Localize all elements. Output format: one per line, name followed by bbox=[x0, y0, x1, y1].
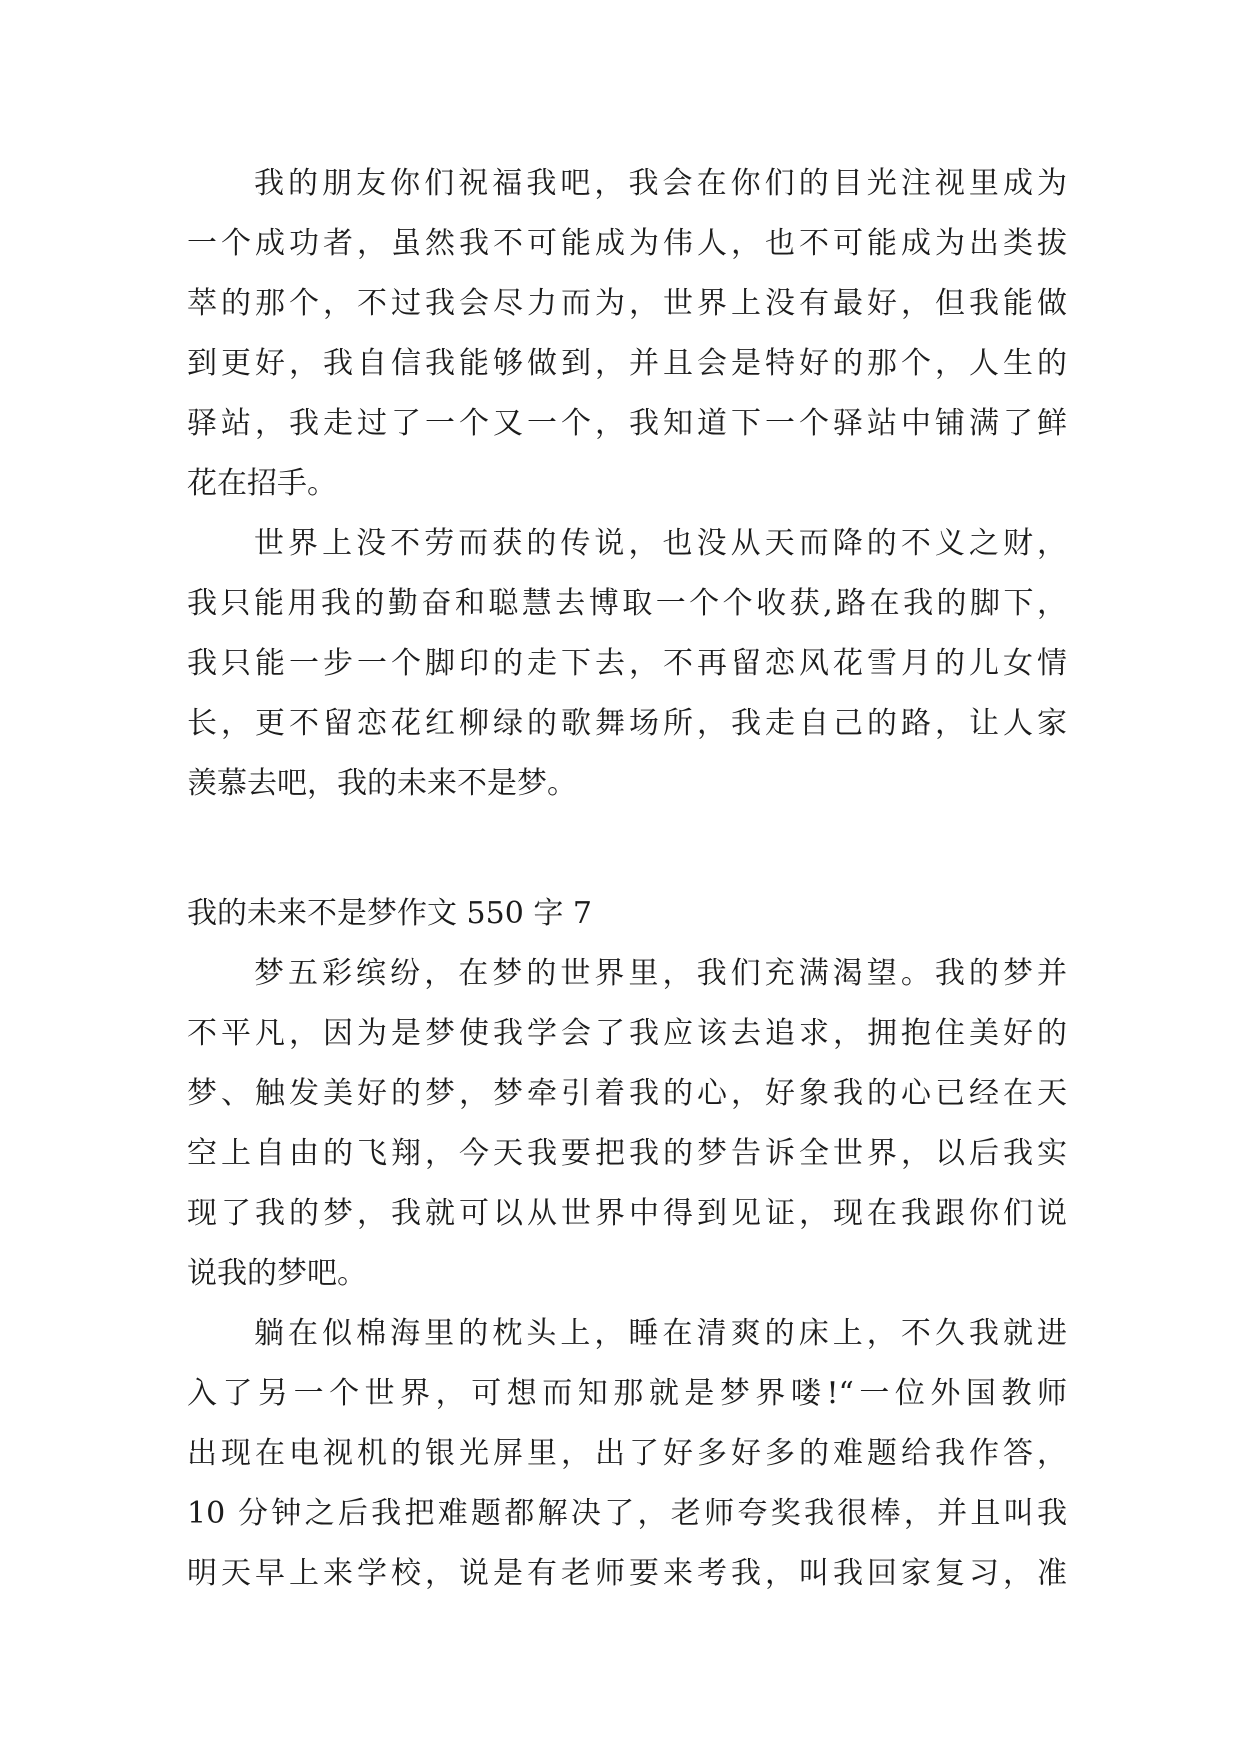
paragraph-3-line-4: 空上自由的飞翔，今天我要把我的梦告诉全世界，以后我实 bbox=[187, 1136, 1067, 1171]
paragraph-4-line-1: 躺在似棉海里的枕头上，睡在清爽的床上，不久我就进 bbox=[254, 1316, 1067, 1351]
paragraph-2-line-5: 羡慕去吧，我的未来不是梦。 bbox=[187, 766, 577, 801]
paragraph-3-line-5: 现了我的梦，我就可以从世界中得到见证，现在我跟你们说 bbox=[187, 1196, 1067, 1231]
paragraph-2-line-1: 世界上没不劳而获的传说，也没从天而降的不义之财， bbox=[254, 526, 1067, 561]
paragraph-3-line-1: 梦五彩缤纷，在梦的世界里，我们充满渴望。我的梦并 bbox=[254, 956, 1067, 991]
paragraph-4-line-5: 明天早上来学校，说是有老师要来考我，叫我回家复习，准 bbox=[187, 1556, 1067, 1591]
paragraph-2-line-2: 我只能用我的勤奋和聪慧去博取一个个收获,路在我的脚下， bbox=[187, 586, 1067, 621]
paragraph-4-line-2: 入了另一个世界，可想而知那就是梦界喽!“一位外国教师 bbox=[187, 1376, 1067, 1411]
paragraph-3-line-6: 说我的梦吧。 bbox=[187, 1256, 367, 1291]
paragraph-1-line-6: 花在招手。 bbox=[187, 466, 337, 501]
paragraph-3-line-3: 梦、触发美好的梦，梦牵引着我的心，好象我的心已经在天 bbox=[187, 1076, 1067, 1111]
paragraph-1-line-1: 我的朋友你们祝福我吧，我会在你们的目光注视里成为 bbox=[254, 166, 1067, 201]
section-heading: 我的未来不是梦作文 550 字 7 bbox=[187, 896, 592, 931]
paragraph-1-line-5: 驿站，我走过了一个又一个，我知道下一个驿站中铺满了鲜 bbox=[187, 406, 1067, 441]
paragraph-3-line-2: 不平凡，因为是梦使我学会了我应该去追求，拥抱住美好的 bbox=[187, 1016, 1067, 1051]
paragraph-4-line-3: 出现在电视机的银光屏里，出了好多好多的难题给我作答， bbox=[187, 1436, 1067, 1471]
paragraph-4-line-4: 10 分钟之后我把难题都解决了，老师夸奖我很棒，并且叫我 bbox=[187, 1496, 1067, 1531]
paragraph-1-line-3: 萃的那个，不过我会尽力而为，世界上没有最好，但我能做 bbox=[187, 286, 1067, 321]
paragraph-1-line-2: 一个成功者，虽然我不可能成为伟人，也不可能成为出类拔 bbox=[187, 226, 1067, 261]
paragraph-2-line-4: 长，更不留恋花红柳绿的歌舞场所，我走自己的路，让人家 bbox=[187, 706, 1067, 741]
paragraph-2-line-3: 我只能一步一个脚印的走下去，不再留恋风花雪月的儿女情 bbox=[187, 646, 1067, 681]
paragraph-1-line-4: 到更好，我自信我能够做到，并且会是特好的那个，人生的 bbox=[187, 346, 1067, 381]
